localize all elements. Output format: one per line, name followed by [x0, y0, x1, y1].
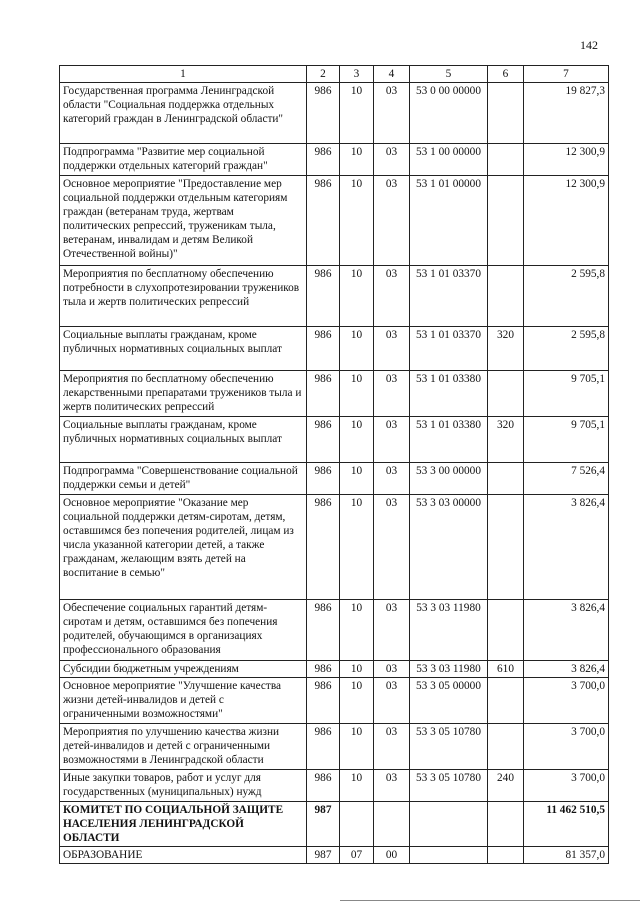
table-row [60, 463, 609, 495]
cell-section: 10 [340, 495, 374, 600]
table-row [60, 600, 609, 661]
cell-subsection: 03 [374, 83, 410, 144]
cell-section: 10 [340, 724, 374, 770]
cell-ministry: 987 [307, 802, 340, 847]
cell-amount: 9 705,1 [524, 417, 609, 463]
cell-ministry: 986 [307, 678, 340, 724]
cell-amount: 3 826,4 [524, 661, 609, 678]
cell-expense-type: 240 [488, 770, 524, 802]
cell-target-code: 53 1 01 03370 [410, 266, 488, 327]
cell-ministry: 986 [307, 495, 340, 600]
page-edge-divider [340, 900, 640, 901]
cell-amount: 9 705,1 [524, 371, 609, 417]
cell-target-code: 53 1 01 03380 [410, 417, 488, 463]
row-name: Государственная программа Ленинградской области "Социальная поддержка отдельных категорий граждан в Ленинградской области" [60, 83, 307, 144]
cell-expense-type [488, 176, 524, 266]
cell-expense-type [488, 463, 524, 495]
cell-target-code [410, 847, 488, 864]
cell-subsection: 03 [374, 600, 410, 661]
cell-ministry: 986 [307, 661, 340, 678]
table-row [60, 770, 609, 802]
table-row [60, 724, 609, 770]
cell-target-code: 53 1 01 00000 [410, 176, 488, 266]
table-row [60, 802, 609, 847]
cell-section: 10 [340, 83, 374, 144]
cell-target-code: 53 1 00 00000 [410, 144, 488, 176]
table-row [60, 327, 609, 371]
row-name: Обеспечение социальных гарантий детям-сиротам и детям, оставшимся без попечения родителей, обучающимся в организациях профессионального образования [60, 600, 307, 661]
cell-amount: 3 700,0 [524, 724, 609, 770]
cell-ministry: 986 [307, 83, 340, 144]
header-cell: 3 [340, 66, 374, 83]
cell-subsection: 03 [374, 661, 410, 678]
cell-ministry: 986 [307, 144, 340, 176]
cell-subsection: 03 [374, 417, 410, 463]
cell-subsection: 03 [374, 724, 410, 770]
row-name: Подпрограмма "Развитие мер социальной поддержки отдельных категорий граждан" [60, 144, 307, 176]
cell-target-code: 53 1 01 03370 [410, 327, 488, 371]
cell-subsection: 03 [374, 495, 410, 600]
cell-ministry: 986 [307, 600, 340, 661]
cell-ministry: 986 [307, 176, 340, 266]
cell-amount: 11 462 510,5 [524, 802, 609, 847]
table-row [60, 847, 609, 864]
cell-target-code: 53 3 03 11980 [410, 661, 488, 678]
cell-expense-type [488, 600, 524, 661]
cell-section [340, 802, 374, 847]
cell-expense-type: 320 [488, 417, 524, 463]
table-row [60, 83, 609, 144]
cell-ministry: 986 [307, 327, 340, 371]
cell-subsection: 03 [374, 144, 410, 176]
row-name: Социальные выплаты гражданам, кроме публичных нормативных социальных выплат [60, 417, 307, 463]
cell-subsection: 03 [374, 176, 410, 266]
cell-ministry: 986 [307, 266, 340, 327]
cell-section: 10 [340, 770, 374, 802]
page-number: 142 [580, 38, 598, 52]
budget-table [59, 65, 609, 864]
cell-ministry: 986 [307, 770, 340, 802]
header-cell: 4 [374, 66, 410, 83]
cell-expense-type [488, 847, 524, 864]
cell-amount: 3 700,0 [524, 678, 609, 724]
header-cell: 1 [60, 66, 307, 83]
cell-target-code: 53 1 01 03380 [410, 371, 488, 417]
cell-expense-type [488, 144, 524, 176]
cell-amount: 2 595,8 [524, 266, 609, 327]
cell-amount: 19 827,3 [524, 83, 609, 144]
cell-amount: 3 826,4 [524, 495, 609, 600]
cell-expense-type [488, 266, 524, 327]
cell-target-code: 53 0 00 00000 [410, 83, 488, 144]
header-cell: 5 [410, 66, 488, 83]
cell-ministry: 986 [307, 371, 340, 417]
row-name: Основное мероприятие "Предоставление мер социальной поддержки отдельным категориям граждан (ветеранам труда, жертвам политических репрессий, труженикам тыла, ветеранам, инвалидам и детям Великой Отечественной войны)" [60, 176, 307, 266]
cell-target-code: 53 3 00 00000 [410, 463, 488, 495]
cell-expense-type [488, 724, 524, 770]
cell-expense-type: 320 [488, 327, 524, 371]
header-cell: 7 [524, 66, 609, 83]
row-name: Подпрограмма "Совершенствование социальной поддержки семьи и детей" [60, 463, 307, 495]
row-name: Мероприятия по бесплатному обеспечению лекарственными препаратами тружеников тыла и жертв политических репрессий [60, 371, 307, 417]
row-name: Социальные выплаты гражданам, кроме публичных нормативных социальных выплат [60, 327, 307, 371]
cell-amount: 7 526,4 [524, 463, 609, 495]
cell-target-code [410, 802, 488, 847]
cell-subsection: 03 [374, 371, 410, 417]
row-name: Субсидии бюджетным учреждениям [60, 661, 307, 678]
cell-subsection: 00 [374, 847, 410, 864]
cell-section: 10 [340, 463, 374, 495]
cell-subsection: 03 [374, 770, 410, 802]
cell-ministry: 986 [307, 724, 340, 770]
cell-section: 10 [340, 327, 374, 371]
cell-expense-type [488, 371, 524, 417]
cell-section: 10 [340, 600, 374, 661]
cell-section: 10 [340, 371, 374, 417]
cell-section: 10 [340, 176, 374, 266]
cell-expense-type [488, 678, 524, 724]
row-name: ОБРАЗОВАНИЕ [60, 847, 307, 864]
row-name: КОМИТЕТ ПО СОЦИАЛЬНОЙ ЗАЩИТЕ НАСЕЛЕНИЯ ЛЕНИНГРАДСКОЙ ОБЛАСТИ [60, 802, 307, 847]
cell-target-code: 53 3 05 10780 [410, 770, 488, 802]
cell-ministry: 986 [307, 463, 340, 495]
cell-target-code: 53 3 05 10780 [410, 724, 488, 770]
cell-amount: 81 357,0 [524, 847, 609, 864]
cell-expense-type [488, 83, 524, 144]
cell-subsection: 03 [374, 266, 410, 327]
cell-subsection: 03 [374, 463, 410, 495]
cell-expense-type [488, 495, 524, 600]
row-name: Мероприятия по бесплатному обеспечению потребности в слухопротезировании тружеников тыла и жертв политических репрессий [60, 266, 307, 327]
header-row [60, 66, 609, 83]
table-row [60, 417, 609, 463]
cell-section: 10 [340, 266, 374, 327]
row-name: Основное мероприятие "Оказание мер социальной поддержки детям-сиротам, детям, оставшимся без попечения родителей, лицам из числа указанной категории детей, а также гражданам, желающим взять детей на воспитание в семью" [60, 495, 307, 600]
row-name: Мероприятия по улучшению качества жизни детей-инвалидов и детей с ограниченными возможностями в Ленинградской области [60, 724, 307, 770]
table-row [60, 176, 609, 266]
cell-subsection: 03 [374, 678, 410, 724]
table-row [60, 266, 609, 327]
cell-amount: 12 300,9 [524, 176, 609, 266]
table-row [60, 661, 609, 678]
cell-section: 07 [340, 847, 374, 864]
row-name: Основное мероприятие "Улучшение качества жизни детей-инвалидов и детей с ограниченными возможностями" [60, 678, 307, 724]
cell-target-code: 53 3 03 00000 [410, 495, 488, 600]
cell-amount: 12 300,9 [524, 144, 609, 176]
cell-subsection [374, 802, 410, 847]
table-row [60, 495, 609, 600]
row-name: Иные закупки товаров, работ и услуг для государственных (муниципальных) нужд [60, 770, 307, 802]
cell-ministry: 987 [307, 847, 340, 864]
table-row [60, 371, 609, 417]
cell-subsection: 03 [374, 327, 410, 371]
cell-ministry: 986 [307, 417, 340, 463]
cell-target-code: 53 3 05 00000 [410, 678, 488, 724]
cell-section: 10 [340, 661, 374, 678]
cell-expense-type [488, 802, 524, 847]
header-cell: 6 [488, 66, 524, 83]
table-row [60, 678, 609, 724]
cell-amount: 2 595,8 [524, 327, 609, 371]
cell-amount: 3 826,4 [524, 600, 609, 661]
cell-section: 10 [340, 144, 374, 176]
cell-expense-type: 610 [488, 661, 524, 678]
table-row [60, 144, 609, 176]
cell-section: 10 [340, 678, 374, 724]
cell-section: 10 [340, 417, 374, 463]
cell-amount: 3 700,0 [524, 770, 609, 802]
cell-target-code: 53 3 03 11980 [410, 600, 488, 661]
header-cell: 2 [307, 66, 340, 83]
